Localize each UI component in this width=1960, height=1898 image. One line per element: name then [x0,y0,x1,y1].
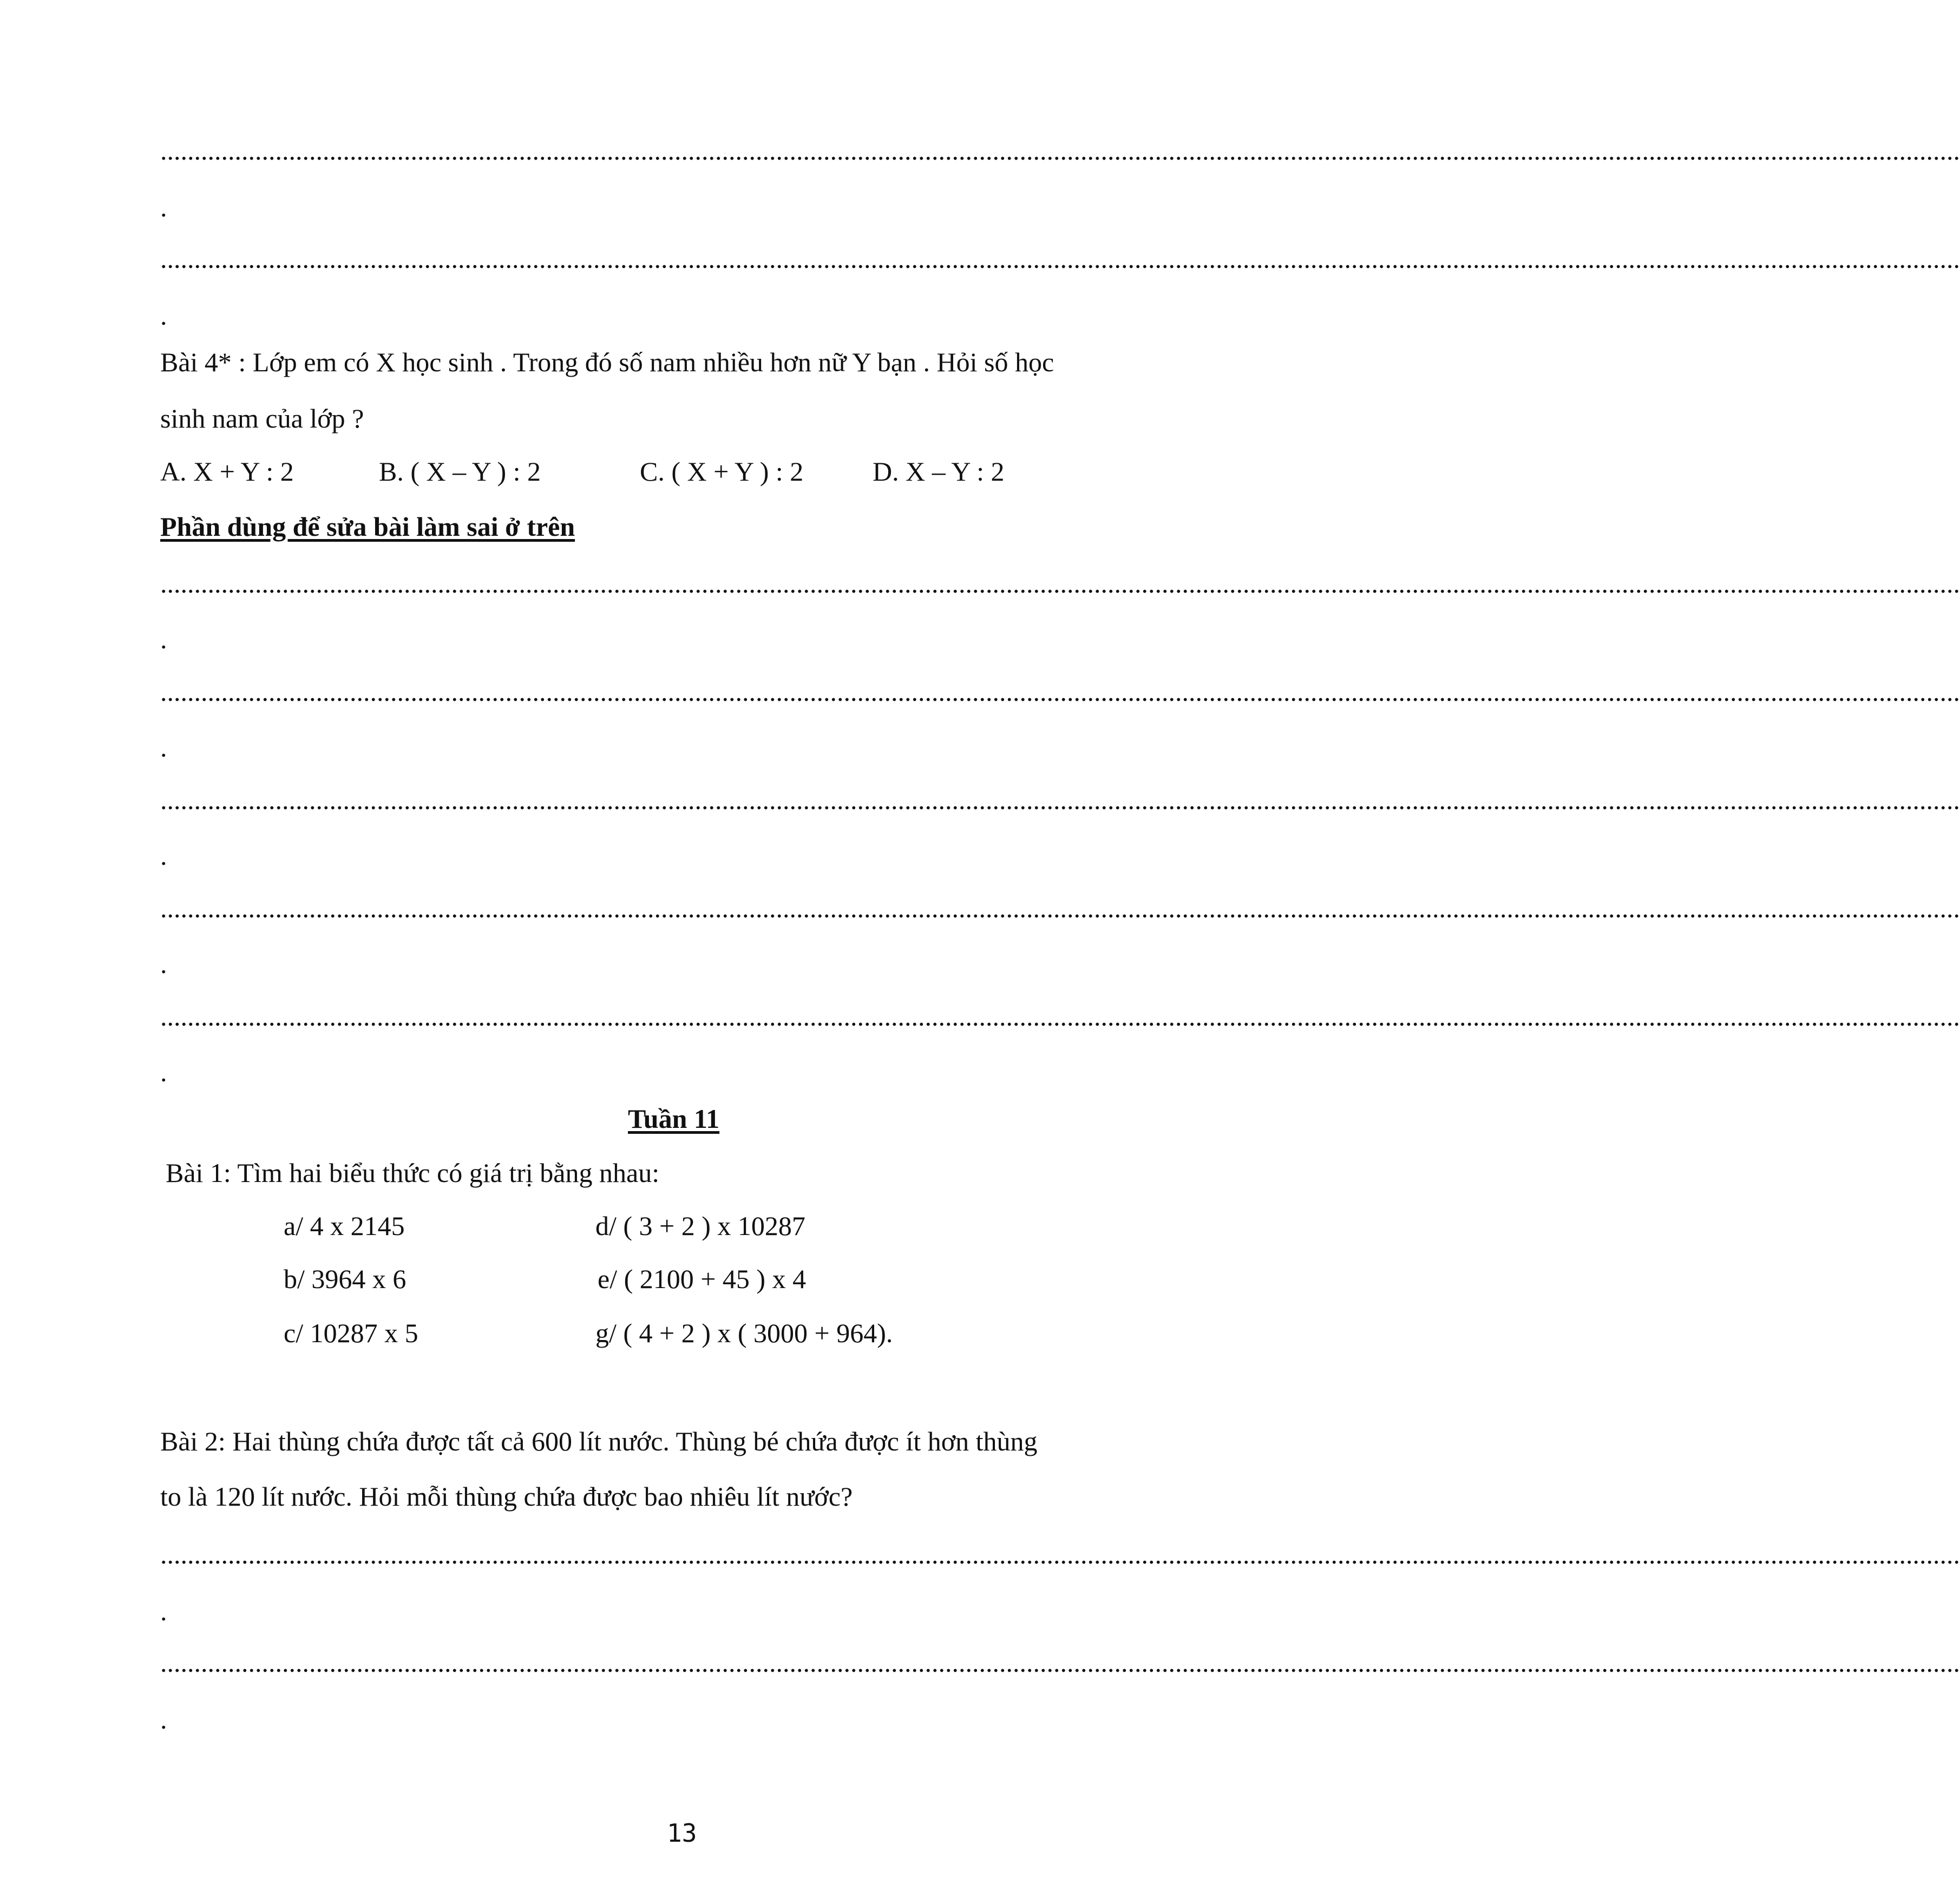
bai4-question-line2: sinh nam của lớp ? [160,403,364,434]
answer-dotted-line: .......................................................................................................................................................................................................................................................................... [160,1539,1960,1569]
answer-line-end-dot: . [160,840,167,871]
answer-dotted-line: .......................................................................................................................................................................................................................................................................... [160,1001,1960,1032]
answer-dotted-line: .......................................................................................................................................................................................................................................................................... [160,135,1960,166]
page-number: 13 [667,1818,697,1848]
answer-line-end-dot: . [160,732,167,763]
answer-line-end-dot: . [160,1596,167,1626]
bai1-expression-g: g/ ( 4 + 2 ) x ( 3000 + 964). [595,1318,893,1348]
bai4-question-line1: Bài 4* : Lớp em có X học sinh . Trong đó số nam nhiều hơn nữ Y bạn . Hỏi số học [160,347,1054,377]
answer-dotted-line: .......................................................................................................................................................................................................................................................................... [160,1647,1960,1678]
bai1-expression-c: c/ 10287 x 5 [284,1318,418,1348]
bai4-option-c: C. ( X + Y ) : 2 [640,456,804,487]
answer-line-end-dot: . [160,949,167,979]
bai2-question-line1: Bài 2: Hai thùng chứa được tất cả 600 lít nước. Thùng bé chứa được ít hơn thùng [160,1426,1038,1456]
week-title: Tuần 11 [628,1104,720,1134]
bai4-option-a: A. X + Y : 2 [160,456,294,487]
bai1-prompt: Bài 1: Tìm hai biểu thức có giá trị bằng nhau: [166,1158,660,1188]
answer-line-end-dot: . [160,1704,167,1735]
bai1-expression-b: b/ 3964 x 6 [284,1264,407,1294]
bai1-expression-e: e/ ( 2100 + 45 ) x 4 [598,1264,807,1294]
bai4-option-b: B. ( X – Y ) : 2 [379,456,541,487]
answer-line-end-dot: . [160,192,167,222]
answer-line-end-dot: . [160,624,167,654]
answer-dotted-line: .......................................................................................................................................................................................................................................................................... [160,785,1960,815]
bai4-option-d: D. X – Y : 2 [873,456,1005,487]
bai2-question-line2: to là 120 lít nước. Hỏi mỗi thùng chứa được bao nhiêu lít nước? [160,1481,853,1512]
answer-line-end-dot: . [160,300,167,331]
answer-dotted-line: .......................................................................................................................................................................................................................................................................... [160,677,1960,707]
answer-dotted-line: .......................................................................................................................................................................................................................................................................... [160,893,1960,923]
correction-heading: Phần dùng để sửa bài làm sai ở trên [160,511,575,542]
answer-line-end-dot: . [160,1057,167,1087]
answer-dotted-line: .......................................................................................................................................................................................................................................................................... [160,568,1960,599]
answer-dotted-line: .......................................................................................................................................................................................................................................................................... [160,244,1960,274]
bai1-expression-d: d/ ( 3 + 2 ) x 10287 [595,1211,805,1241]
bai1-expression-a: a/ 4 x 2145 [284,1211,405,1241]
